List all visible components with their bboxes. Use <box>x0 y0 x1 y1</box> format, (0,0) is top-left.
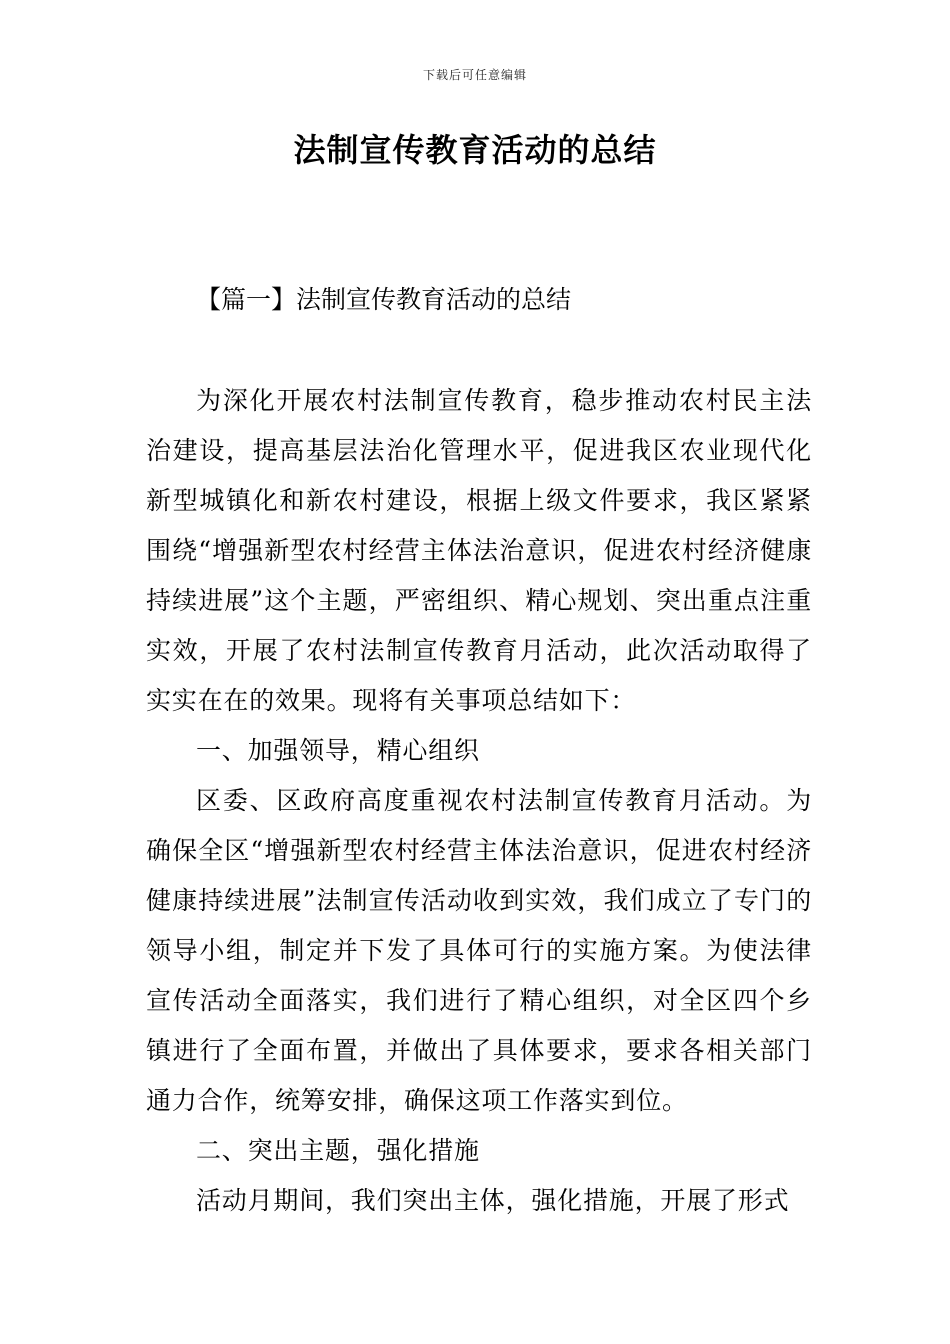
paragraph-theme: 活动月期间，我们突出主体，强化措施，开展了形式 <box>196 1186 790 1215</box>
subheading-leadership: 一、加强领导，精心组织 <box>196 736 480 765</box>
header-note: 下载后可任意编辑 <box>422 68 527 82</box>
document-body <box>146 376 812 1226</box>
paragraph-intro: 为深化开展农村法制宣传教育，稳步推动农村民主法治建设，提高基层法治化管理水平，促进我区农业现代化新型城镇化和新农村建设，根据上级文件要求，我区紧紧围绕“增强新型农村经营主体法治意识，促进农村经济健康持续进展”这个主题，严密组织、精心规划、突出重点注重实效，开展了农村法制宣传教育月活动，此次活动取得了实实在在的效果。现将有关事项总结如下： <box>146 386 812 715</box>
paragraph-leadership: 区委、区政府高度重视农村法制宣传教育月活动。为确保全区“增强新型农村经营主体法治意识，促进农村经济健康持续进展”法制宣传活动收到实效，我们成立了专门的领导小组，制定并下发了具体可行的实施方案。为使法律宣传活动全面落实，我们进行了精心组织，对全区四个乡镇进行了全面布置，并做出了具体要求，要求各相关部门通力合作，统筹安排，确保这项工作落实到位。 <box>146 786 812 1115</box>
section-heading: 【篇一】法制宣传教育活动的总结 <box>196 285 572 314</box>
document-title: 法制宣传教育活动的总结 <box>293 131 657 169</box>
subheading-theme: 二、突出主题，强化措施 <box>196 1136 480 1165</box>
